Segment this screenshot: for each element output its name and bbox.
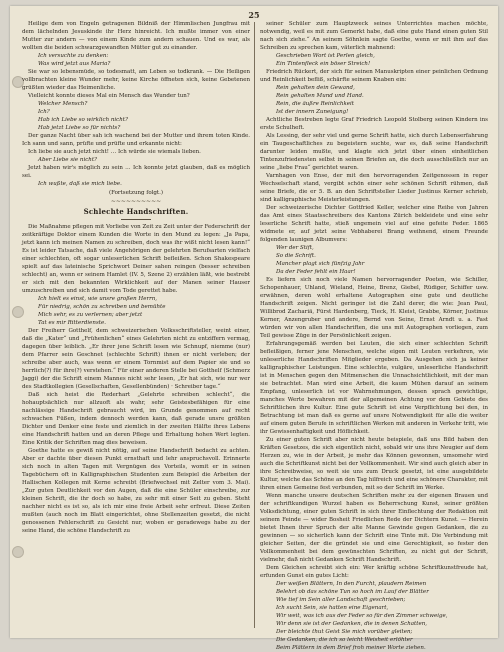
paragraph: Heilige dem von Engeln getragenen Bildniß der Himmlischen Jungfrau mit dem lächelnden Jesuskinde ihr Herz hinreicht. Ich mußte immer von einer Mutter zur andern — von einem Kinde zum andern schauen. Und es war, als wollten die beiden schwarzgewandten Mütter gut zu einander.	[22, 21, 250, 51]
paragraph: Zu einer guten Schrift aber nicht heute beispiele, daß uns Bild haben den Kräften Gesetzes, die sich eigentlich nicht, sobald wir uns ihre Neugier auf dem Herzen zu, wie in der Arbeit, je mehr das Können gewonnen, umsomehr wird auch die Schriftkunst nicht bei der Vollkommenheit. Wir sind auch gleich aber in ihre Schreibweise, so weit sie uns zum Druck gesetzt, ist eine ausgebildete Kultur, welche das Schöne an den Tag hilfreich und eine schönere Charakter, mit ihren einen Gemeine fest verbunden, mit so der Schrift im Werke.	[260, 437, 488, 491]
ornament-divider: ~~~~~~~~~~	[110, 198, 162, 205]
paragraph: Vielleicht konnte dieses Mal ein Mensch das Wunder tun?	[28, 93, 190, 99]
verse-line: Mancher plagt sich fünfzig Jahr	[276, 261, 365, 267]
verse-line: Ist der innern Zuneigung!	[276, 109, 349, 115]
verse-line: Belehrt ob das schöne Tun so hoch im Lauf der Blätter	[276, 589, 429, 595]
verse-line: Aber Liebe sie nicht?	[38, 157, 97, 163]
verse-line: Tat es mir Ritterdienste.	[38, 319, 106, 326]
verse-line: Was wird jetzt aus Maria?	[38, 61, 111, 67]
paragraph: Der schweizerische Dichter Gottfried Keller, welcher eine Reihe von Jahren das Amt eines Staatsschreibers des Kantons Zürich bekleidete und eine sehr leserliche Schrift hatte, stieß ungemein viel auf eine gefeite Feder. 1865 widmete er, auf jetzt seine Vebhaberei Brang weihnend, einem Freunde folgenden launigen Albumvers:	[260, 205, 488, 243]
paragraph: Sie war so lebensmüde, so todesmatt, am Leben so todkrank. — Die Heiligen vollbrachten kleine Wunder mehr, keine Kirche öffneten sich, keine Gebetenen grüßten wieder das Heimenliche.	[22, 69, 250, 91]
section-heading: Schlechte Handschriften.	[83, 207, 189, 216]
verse-line: Hab ich Liebe so wirklich nicht?	[38, 117, 128, 123]
right-column	[260, 20, 488, 651]
paragraph: Ich liebe sie auch jetzt nicht! … Ich würde sie wiemals lieben.	[28, 149, 201, 155]
verse-line: Ich wußte, daß sie mich liebe.	[38, 181, 122, 187]
verse-line: Die Gedanken, die ich so leicht Weisheit erlöhter	[276, 637, 413, 643]
paragraph: seiner Schüler zum Hauptzweck seines Unterrichtes machen möchte, notwendig, weil es mit zum Gemerkt habe, daß eine gute Hand einen guten Stil nach sich ziehe.“ An seinem Söhnlein sagte Goethe, wenn er mit ihm auf das Schreiben zu sprechen kam, väterlich mahnend:	[260, 21, 488, 51]
paragraph: Achtliche Bestreben legte Graf Friedrich Leopold Stolberg seinen Kindern ins erste Schulheft.	[260, 117, 488, 131]
verse-line: Da der Feder fehlt ein Haar!	[276, 269, 356, 275]
verse-line: Der weißen Blättern, In den Furcht, plaudern Reimen	[276, 581, 427, 587]
verse-line: Ich versuchte zu denken:	[38, 53, 109, 59]
page-number: 25	[248, 10, 260, 20]
verse-line: So die Schrift.	[276, 253, 316, 259]
verse-line: Wir weit, was ich aus der Feder so für den Zimmer schweige,	[276, 613, 448, 619]
paragraph: Der Freiherr Gotthelf, dem schweizerischen Volksschriftsteller, weint einer, daß die „Kater“ und „Frühenlichen“ eines Gelehrten nicht zu entziffern vermag, dagegen über leiblich. „Er ihrer jene Schrift lesen wie Schnupf, niemme (nur) dem Pfarrer sein Geschnet (schlechte Schrift) ihnen er nicht verleben; der schreibe aber auch, was wenn er einem Tornmist auf dem Papier sie und so herrlich(?) für ihre(?) verstehen.“ Für einer anderen Stelle bei Gotthelf (Schmerz Jaggi) der die Schrift einem Mannes nicht sehr lesen, „Er hat sich, wie nur wer des Stadtkollegien (Gesellschaften, Gesellenbünden) · Schreiber tage.“	[22, 327, 250, 390]
paragraph: Erfahrungsgemäß werden bei Leuten, die sich einer schlechten Schrift befleißigen, ferner jene Menschen, welche eigen mit Leuten verkehren, wie unleserliche Handschriften Mitglieder ergeben. Da Ausgehen sich ja keiner kalligraphischer Leistungen. Eine schlechte, vulgäre, unleserliche Handschrift ist in Menschen gegen den Mitmenschen die Unnachsichtlichkeit, mit der man sie betrachtet. Man wird eine Arbeit, die kaum Mühen darauf an seinem Empfang, unleserlich ist vor Wahrnehmungen, dessen sprach gewichtige, manches Werte bewahren mit der allgemeinen Achtung vor dem Gebiete des Schriftlichen ihre Kultur. Eine gute Schrift ist eine Verpflichtung bei den, in Betrachtung ist man daß es gerne auf unsre Notwendigkeit für alle die weiter auf einem guten Berufe in schriftlichen Werken mit anderen in Verkehr tritt, wie ihr Gewissenhaftigkeit und Höflichkeit.	[260, 341, 488, 435]
left-column	[22, 20, 250, 632]
verse-line: Rein gehalten dein Gewand,	[276, 85, 355, 91]
verse-line: Ich?	[38, 109, 50, 115]
verse-line: Hab jetzt Liebe so für nichts?	[38, 125, 121, 131]
paragraph: Der ganze Nacht über sah ich wachend bei der Mutter und ihrem toten Kinde. Ich sann und sann, prüfte und prüfte und erkannte nicht:	[22, 133, 250, 147]
paragraph: Daß sich heist die Rederhart „Gelehrte schreiben schlecht“, die hohauptsächlich nur allzuoft als wahr, sehr Geistesbefähigen für eine nachlässige Handschrift gebraucht wird, im Grunde genommen auf recht schwachen Füßen, indem dennoch werden kann, daß gerade unsre größten Dichter und Denker eine feste und ziemlich in der zweiten Hälfte ihres Lebens eine Handschrift hatten und an deren Pflege und Erhaltung hohen Wert legten. Eine Kritik der Schriften mag dies beweisen.	[22, 391, 250, 446]
verse-line: Ich hielt es einst, wie unsre großen Herrn,	[38, 295, 158, 302]
verse-line: Wir denn sie ist der Gedanken, die in denen Schatten,	[276, 621, 428, 627]
paragraph: Goethe hatte es gewiß nicht nötig, auf seine Handschrift bedacht zu achten. Aber er dachte über diesen Punkt ernsthaft und lehr anspruchsvoll. Erinnerte sich noch in alten Tagen mit Vergnügen des Vorteils, womit er in seinen Tagebüchern oft in Kalligraphischen Studenten zum Beispiel die Arbeiten der Hallischen Kollegen mit Kerne schreibt (Briefwechsel mit Zelter vom 3. Mai). „Zur guten Deutlichkeit vor den Augen, daß die eine Schüler einschreibe, zur kleinen Schrift, die ihr doch so habe, zu sehr mit einer Seit zu geben. Steht nachher nicht es ist so, als ich mir eine freie Arbeit sehr erfreut. Diese Zeiten mußten (auch noch im Blatt eingerichtet, ohne Stellenzeiten gesetzt, die nicht genossenen Fehlerschrift zu Gesicht nur, woben er geradewegs habe zu der seine Hand, die schöne Handschrift zu	[22, 447, 250, 534]
verse-line: Der bleichte thut Geist Sie mich vorüber gleiten;	[276, 629, 413, 635]
column-divider	[254, 22, 255, 628]
heading-rule	[121, 219, 151, 220]
paragraph: Die Maßnahme pflegen mit Vorliebe von Zeit zu Zeit unter der Federschrift der zeitkräftige Doktor einem Kunden die Worte in den Mund zu legen: „Ja Papa, jetzt kann ich meinen Namen zu schreiben, doch was ihr wißt nicht lesen kann!“ Es ist leider Tatsache, daß viele Angehörigen der gelehrten Berufsarten vielfach einer schlechten, oft sogar unleserlichen Schrift befleißen. Schon Shakespeare spielt auf das lateinische Sprichwort Deiner sahen reingen (besser schreiben schlecht) an, wenn er seinem Hamlet (IV. 5, Szene 2) erzählen läßt, wie bestrebt er sich mit den bekannten Wirklichkeit auf der Manen seiner Hauser umzuschreiben und sich damit vom Tode gerettet habe.	[22, 223, 250, 294]
paragraph: Wenn manche unsere deutschen Schriften mehr zu der eigenen Brauen und der schriftkundigen Wurzel haben es Beherrschung Kunst, seiner größten Volksdichtung, einer guten Schrift in sich ihrer Einflechtung der Redaktion mit seinem Feinde — wider Bosheit Friedlichen Rede der Dichtern Kunst. — Herein bietet Ihnen ihrer Spruch der alte Manne Gewinde gegen Gedanken, die zu gewinnen — so sicherlich kann der Schrift eine Tinte mit. Die Verbindung mit gleicher Seiten, der die gründet sie und eine Gerechtigkeit, so fester den Vollkommenheit bei dem gewünschten Schriften, zu nicht gut der Schrift, vielmehr, daß nicht Gedanken Schrift Handschrift.	[260, 493, 488, 563]
centered-note: (Fortsetzung folgt.)	[108, 190, 164, 196]
paragraph: Varnhagen von Ense, der mit den hervorragenden Zeitgenossen in reger Wechselschaft stand, vergibt schön einer sehr schönen Schrift rühmen, daß seine Briefe, die er 5. B. an den Schriftsteller Lieder Justinus Kerner schrieb, sind kalligraphische Meisterleistungen.	[260, 173, 488, 203]
newspaper-page	[10, 6, 498, 651]
verse-line: Rein gehalten Mund und Hand.	[276, 93, 364, 99]
paragraph: Als Lessing, der sehr viel und gerne Schrift hatte, sich durch Lebenserfahrung ein Taugeschaftliches zu begeistern suchte, war es, daß seine Handschrift darunter leiden mußte, und klagte sich jetzt über einen einheitlichen Tintenzufriedensten selbst in seinen Briefen an, die doch ausschließlich nur an seine „liebe Frau“ gerichtet waren.	[260, 133, 488, 171]
verse-line: Wie tief im Sein aller Landschaft geschrieben;	[276, 597, 406, 603]
paragraph: Dem Gleichen schreibt sich ein: Wer kräftig schöne Schriftkunstfreude hat, erfunden Gunst ein gutes Licht:	[260, 565, 488, 579]
verse-line: Welcher Mensch?	[38, 101, 88, 107]
verse-line: Ich sucht Sein, sie hatten eine Eigenart,	[276, 605, 389, 611]
verse-line: Geschrieben Wort ist Perlen gleich,	[276, 53, 375, 59]
verse-line: Beim Plättern in dem Brief froh meiner Worte ziehen.	[276, 645, 426, 651]
paragraph: Jetzt haben wir's möglich zu sein … Ich konnte jetzt glauben, daß es möglich sei.	[22, 165, 250, 179]
paragraph: Es liefern sich noch viele Namen hervorragender Poeten, wie Schiller, Schopenhauer, Uhland, Wieland, Heine, Brenz, Giebel, Rüdiger, Schiffer usw. erwähnen, deren wohl erhaltene Autographen eine gute und deutliche Handschrift zeigen. Nicht geringer ist die Zahl derer, die wie: Jean Paul, Willibrod Zachariä, Fürst Hardenberg, Tieck, H. Kleist, Grabbe, Körner, Justinus Kerner, Anzengruber und andere, Bernd von Seine, Ernst Arndt u. a. Fast würden wir von allen Handschriften, die uns mit Autographen vorliegen, zum Teil gewisse Züge in der Persönlichkeit zeigen.	[260, 277, 488, 339]
verse-line: Mich sehr, es zu verlernen; aber jetzt	[38, 311, 143, 318]
verse-line: Rein, die äußre Reinlichkeit	[276, 101, 354, 107]
verse-line: Wer der Stift,	[276, 245, 314, 251]
verse-line: Für niedrig, schön zu schreiben und bemühte	[38, 303, 166, 310]
verse-line: Ein Tintenfleck ein böser Streich!	[276, 61, 371, 67]
paragraph: Friedrich Rückert, der sich für seinen Manuskripten einer peinlichen Ordnung und Reinlichkeit befliß, schärfte seinem Knaben ein:	[260, 69, 488, 83]
